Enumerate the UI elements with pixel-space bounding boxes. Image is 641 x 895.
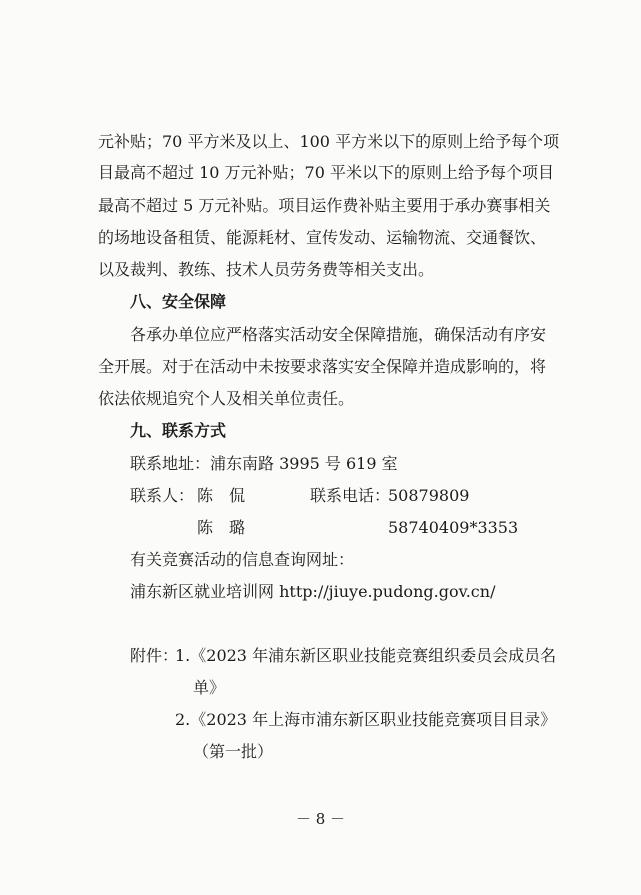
section-heading-contact: 九、联系方式: [130, 421, 227, 440]
website-line: 浦东新区就业培训网 http://jiuye.pudong.gov.cn/: [130, 582, 496, 601]
body-line: 全开展。对于在活动中未按要求落实安全保障并造成影响的，将: [98, 357, 547, 376]
contact-address: 联系地址：浦东南路 3995 号 619 室: [130, 454, 398, 473]
section-heading-safety: 八、安全保障: [130, 292, 227, 311]
body-line: 元补贴；70 平方米及以上、100 平方米以下的原则上给予每个项: [98, 132, 560, 151]
attachment-1-line-1: 1.《2023 年浦东新区职业技能竞赛组织委员会成员名: [175, 646, 557, 665]
page-number: － 8 －: [295, 810, 346, 828]
body-line: 最高不超过 5 万元补贴。项目运作费补贴主要用于承办赛事相关: [98, 196, 551, 215]
contact-person-1: 陈 侃: [197, 486, 246, 505]
body-line: 各承办单位应严格落实活动安全保障措施，确保活动有序安: [130, 325, 547, 344]
query-label: 有关竞赛活动的信息查询网址：: [130, 550, 355, 569]
attachment-2-line-1: 2.《2023 年上海市浦东新区职业技能竞赛项目目录》: [175, 710, 557, 729]
phone-2: 58740409*3353: [388, 518, 519, 537]
body-line: 的场地设备租赁、能源耗材、宣传发动、运输物流、交通餐饮、: [98, 228, 547, 247]
body-line: 依法依规追究个人及相关单位责任。: [98, 389, 355, 408]
phone-label: 联系电话：: [310, 486, 391, 505]
attachment-1-line-2: 单》: [193, 678, 226, 697]
attachment-2-line-2: （第一批）: [193, 742, 274, 761]
body-line: 以及裁判、教练、技术人员劳务费等相关支出。: [98, 260, 435, 279]
phone-1: 50879809: [388, 486, 470, 505]
contact-person-2: 陈 璐: [197, 518, 246, 537]
attachments-label: 附件：: [130, 646, 179, 665]
contact-person-label: 联系人：: [130, 486, 195, 505]
body-line: 目最高不超过 10 万元补贴；70 平米以下的原则上给予每个项目: [98, 163, 554, 182]
